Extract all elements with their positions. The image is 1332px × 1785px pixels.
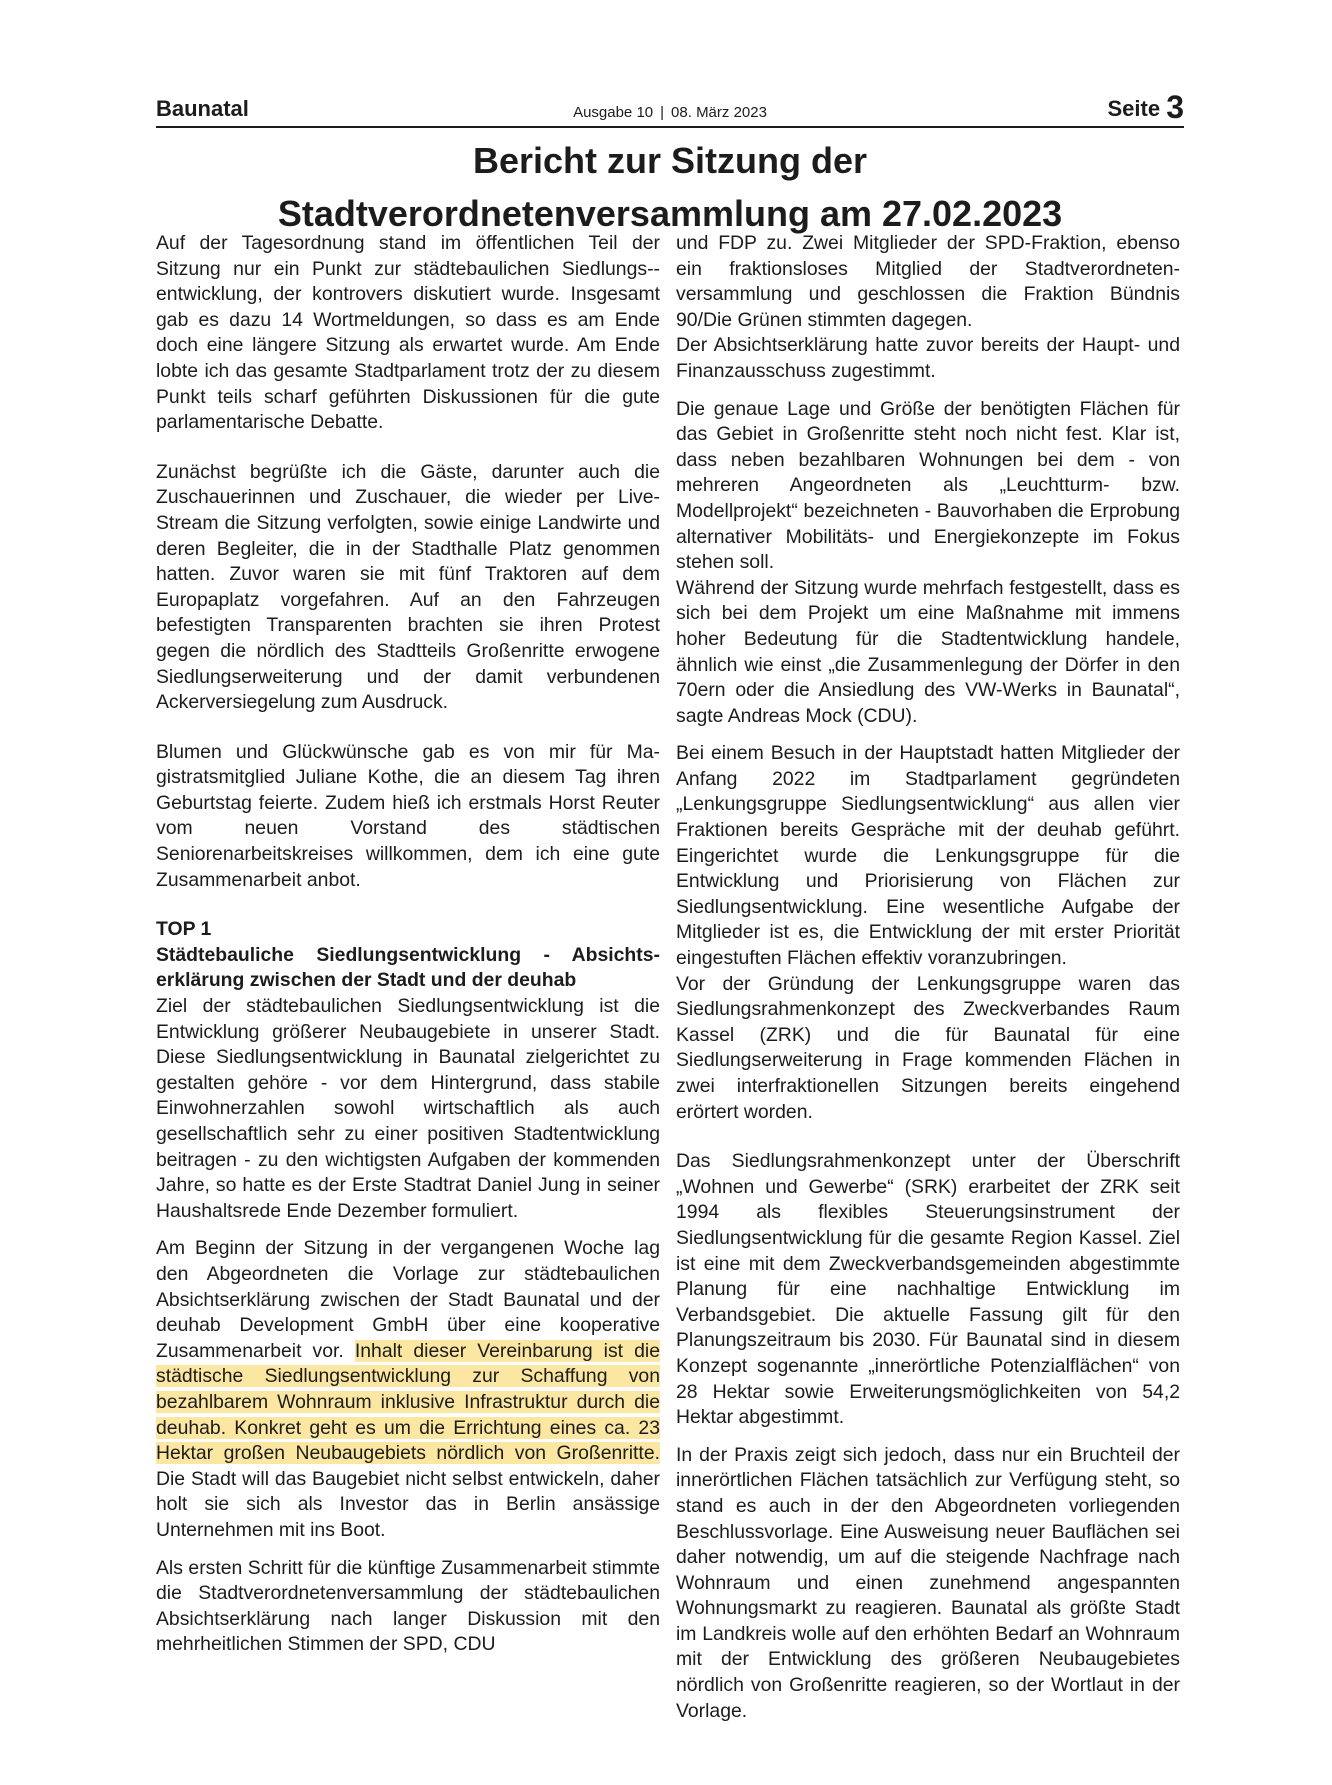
issue-date: 08. März 2023 (671, 104, 767, 121)
highlighted-text: Inhalt dieser Vereinbarung ist die städtische Siedlungsentwicklung zur Schaffung von bezahlbarem Wohnraum inklusive Infrastruktur durch die deuhab. Konkret geht es um die Errichtung eines ca. 23 Hektar großen Neubaugebiets nördlich von Großenritte. (156, 1339, 660, 1465)
agenda-item-label: TOP 1 (156, 918, 212, 941)
paragraph: Der Absichtserklärung hatte zuvor bereits der Haupt- und Finanzausschuss zugestimmt. (676, 334, 1180, 382)
agenda-item-heading: Städtebauliche Siedlungsentwicklung - Absichtserklärung zwischen der Stadt und der deuhab (156, 943, 660, 992)
title-line-1: Bericht zur Sitzung der (472, 140, 868, 181)
town-name: Baunatal (156, 96, 249, 121)
article-title (156, 134, 1184, 240)
paragraph: Blumen und Glückwünsche gab es von mir für Magistratsmitglied Juliane Kothe, die an diesem Tag ihren Geburtstag feierte. Zudem hieß ich erstmals Horst Reuter vom neuen Vorstand des städtischen Seniorenarbeitskreises willkommen, dem ich eine gute Zusammenarbeit anbot. (156, 740, 660, 891)
header-rule (156, 126, 1184, 128)
issue-number: Ausgabe 10 (573, 104, 654, 121)
paragraph-text: Am Beginn der Sitzung in der vergangenen Woche lag den Abgeordneten die Vorlage zur städtebaulichen Absichtserklärung zwischen der Stadt Baunatal und der deuhab Development GmbH über eine kooperative Zusammenarbeit vor. (156, 1237, 660, 1362)
issue-separator: | (660, 104, 665, 121)
page-indicator (1107, 90, 1184, 126)
paragraph: Auf der Tagesordnung stand im öffentlichen Teil der Sitzung nur ein Punkt zur städtebaulichen Siedlungs-entwicklung, der kontrovers diskutiert wurde. Insgesamt gab es dazu 14 Wortmeldungen, so dass es am Ende doch eine längere Sitzung als erwartet wurde. Am Ende lobte ich das gesamte Stadtparlament trotz der zu diesem Punkt teils scharf geführten Diskussionen für die gute parlamentarische Debatte. (156, 232, 660, 434)
paragraph-text: Die Stadt will das Baugebiet nicht selbst entwickeln, daher holt sie sich als Investor das in Berlin ansässige Unternehmen mit ins Boot. (156, 1467, 660, 1541)
right-column (676, 231, 1180, 1724)
paragraph: Ziel der städtebaulichen Siedlungsentwicklung ist die Entwicklung größerer Neubaugebiete in unserer Stadt. Diese Siedlungsentwicklung in Baunatal zielgerichtet zu gestalten gehöre - vor dem Hintergrund, dass stabile Einwohnerzahlen sowohl wirtschaftlich als auch gesellschaftlich sehr zu einer positiven Stadtentwicklung beitragen - zu den wichtigsten Aufgaben der kommenden Jahre, so hatte es der Erste Stadtrat Daniel Jung in seiner Haushaltsrede Ende Dezember formuliert. (156, 995, 660, 1222)
paragraph: Das Siedlungsrahmenkonzept unter der Überschrift „Wohnen und Gewerbe“ (SRK) erarbeitet der ZRK seit 1994 als flexibles Steuerungsinstrument der Siedlungsentwicklung für die gesamte Region Kassel. Ziel ist eine mit dem Zweckverbandsgemeinden abgestimmte Planung für eine nachhaltige Entwicklung im Verbandsgebiet. Die aktuelle Fassung gilt für den Planungszeitraum bis 2030. Für Baunatal sind in diesem Konzept sogenannte „innerörtliche Potenzialflächen“ von 28 Hektar sowie Erweiterungsmöglichkeiten von 54,2 Hektar abgestimmt. (676, 1150, 1180, 1429)
paragraph-with-highlight (156, 1236, 660, 1543)
paragraph: Zunächst begrüßte ich die Gäste, darunter auch die Zuschauerinnen und Zuschauer, die wieder per Live-Stream die Sitzung verfolgten, sowie einige Landwirte und deren Begleiter, die in der Stadthalle Platz genommen hatten. Zuvor waren sie mit fünf Traktoren auf dem Europaplatz vorgefahren. Auf an den Fahrzeugen befestigten Transparenten brachten sie ihren Protest gegen die nördlich des Stadtteils Großenritte erwogene Siedlungserweiterung und der damit verbundenen Ackerversiegelung zum Ausdruck. (156, 460, 660, 714)
left-column (156, 231, 660, 1658)
page-header (156, 90, 1184, 128)
paragraph: Die genaue Lage und Größe der benötigten Flächen für das Gebiet in Großenritte steht noch nicht fest. Klar ist, dass neben bezahlbaren Wohnungen bei dem - von mehreren Angeordneten als „Leuchtturm- bzw. Modellprojekt“ bezeichneten - Bauvorhaben die Erprobung alternativer Mobilitäts- und Energiekonzepte im Fokus stehen soll. (676, 397, 1180, 574)
paragraph: Vor der Gründung der Lenkungsgruppe waren das Siedlungsrahmenkonzept des Zweckverbandes Raum Kassel (ZRK) und die für Baunatal für eine Siedlungserweiterung in Frage kommenden Flächen in zwei interfraktionellen Sitzungen bereits eingehend erörtert worden. (676, 972, 1180, 1123)
title-line-2: Stadtverordnetenversammlung am 27.02.2023 (277, 193, 1063, 234)
page-label: Seite (1107, 96, 1161, 121)
paragraph: und FDP zu. Zwei Mitglieder der SPD-Fraktion, ebenso ein fraktionsloses Mitglied der Stadtverordnetenversammlung und geschlossen die Fraktion Bündnis 90/Die Grünen stimmten dagegen. (676, 232, 1180, 331)
paragraph: Bei einem Besuch in der Hauptstadt hatten Mitglieder der Anfang 2022 im Stadtparlament gegründeten „Lenkungsgruppe Siedlungsentwicklung“ aus allen vier Fraktionen bereits Gespräche mit der deuhab geführt. Eingerichtet wurde die Lenkungsgruppe für die Entwicklung und Priorisierung von Flächen zur Siedlungsentwicklung. Eine wesentliche Aufgabe der Mitglieder ist es, die Entwicklung der mit erster Priorität eingestuften Flächen effektiv voranzubringen. (676, 742, 1180, 970)
page-number: 3 (1166, 89, 1184, 125)
paragraph: In der Praxis zeigt sich jedoch, dass nur ein Bruchteil der innerörtlichen Flächen tatsächlich zur Verfügung steht, so stand es auch in der den Abgeordneten vorliegenden Beschlussvorlage. Eine Ausweisung neuer Bauflächen sei daher notwendig, um auf die steigende Nachfrage nach Wohnraum und einen zunehmend angespannten Wohnungsmarkt zu reagieren. Baunatal als größte Stadt im Landkreis wolle auf den erhöhten Bedarf an Wohnraum mit der Entwicklung des größeren Neubaugebietes nördlich von Großenritte reagieren, so der Wortlaut in der Vorlage. (676, 1443, 1180, 1722)
paragraph: Als ersten Schritt für die künftige Zusammenarbeit stimmte die Stadtverordnetenversammlung der städtebaulichen Absichtserklärung nach langer Diskussion mit den mehrheitlichen Stimmen der SPD, CDU (156, 1556, 660, 1656)
paragraph: Während der Sitzung wurde mehrfach festgestellt, dass es sich bei dem Projekt um eine Maßnahme mit immens hoher Bedeutung für die Stadtentwicklung handele, ähnlich wie einst „die Zusammenlegung der Dörfer in den 70ern oder die Ansiedlung des VW-Werks in Baunatal“, sagte Andreas Mock (CDU). (676, 576, 1180, 727)
issue-info (156, 104, 1184, 121)
